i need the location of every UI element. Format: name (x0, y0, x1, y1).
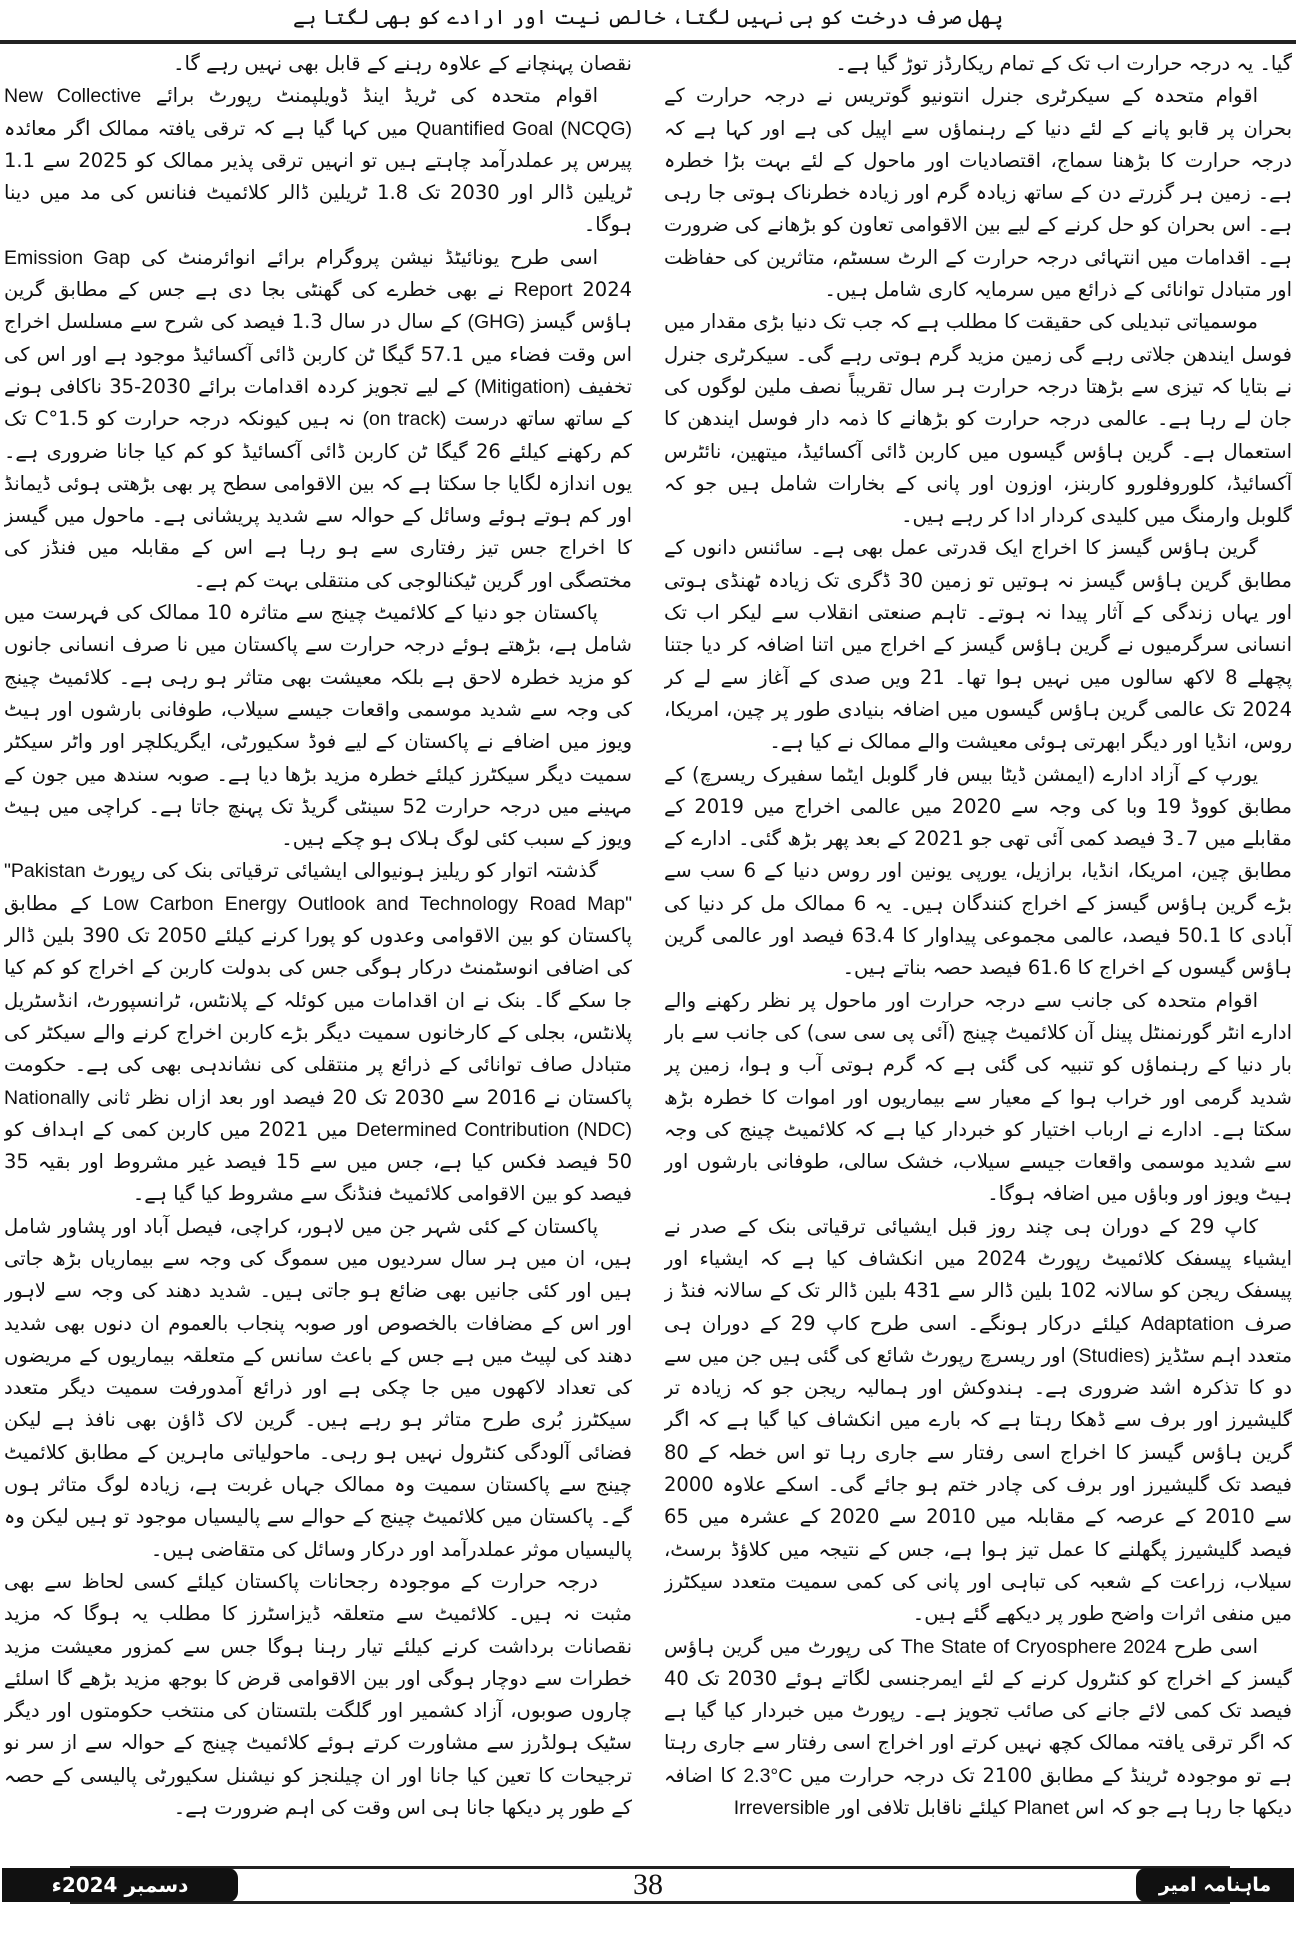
urdu-text: کے مطابق پاکستان کو بین الاقوامی وعدوں کو پورا کرنے کیلئے 2050 تک 390 بلین ڈالر کی اضافی انوسٹمنٹ درکار ہوگی جس کی بدولت کاربن کے اخراج کو کم کیا جا سکے گا۔ بنک نے ان اقدامات میں کوئلہ کے پلانٹس، ٹرانسپورٹ، انڈسٹریل پلانٹس، بجلی کے کارخانوں سمیت دیگر بڑے کاربن اخراج کرنے والے سیکٹر کی متبادل صاف توانائی کے ذرائع پر منتقلی کی نشاندہی بھی کی ہے۔ حکومت پاکستان نے 2016 سے 2030 تک 20 فیصد اور بعد ازاں نظر ثانی (4, 891, 632, 1109)
article-paragraph (664, 306, 1292, 532)
article-paragraph (4, 855, 632, 1210)
urdu-text: درجہ حرارت کے موجودہ رجحانات پاکستان کیلئے کسی لحاظ سے بھی مثبت نہ ہیں۔ کلائمیٹ سے متعلقہ ڈیزاسٹرز کا مطلب یہ ہوگا کہ مزید نقصانات برداشت کرنے کیلئے تیار رہنا ہوگا جس سے کمزور معیشت مزید خطرات سے دوچار ہوگی اور بین الاقوامی قرض کا بوجھ مزید بڑھے گا اسلئے چاروں صوبوں، آزاد کشمیر اور گلگت بلتستان کی منتخب حکومتوں اور دیگر سٹیک ہولڈرز سے مشاورت کرتے ہوئے کلائمیٹ چینج کے حوالہ سے از سر نو ترجیحات کا تعین کیا جانا اور ان چیلنجز کو نیشنل سکیورٹی پالیسی کے حصہ کے طور پر دیکھا جانا ہی اس وقت کی اہم ضرورت ہے۔ (4, 1569, 632, 1820)
english-term: Adaptation (1140, 1312, 1235, 1335)
article-paragraph (664, 80, 1292, 306)
english-term: Emission Gap Report (4, 246, 573, 302)
urdu-text: پاکستان کے کئی شہر جن میں لاہور، کراچی، فیصل آباد اور پشاور شامل ہیں، ان میں ہر سال سردیوں میں سموگ کی وجہ سے بیماریاں بڑھ جاتی ہیں اور کئی جانیں بھی ضائع ہو جاتی ہیں۔ شدید دھند کی وجہ سے لاہور اور اس کے مضافات بالخصوص اور صوبہ پنجاب بالعموم ان دنوں بھی شدید دھند کی لپیٹ میں ہے جس کے باعث سانس کے متعلقہ بیماریوں کے مریضوں کی تعداد لاکھوں میں جا چکی ہے اور ذرائع آمدورفت سمیت دیگر متعدد سیکٹرز بُری طرح متاثر ہو رہے ہیں۔ گرین لاک ڈاؤن بھی نافذ ہے لیکن فضائی آلودگی کنٹرول نہیں ہو رہی۔ ماحولیاتی ماہرین کے مطابق کلائمیٹ چینج سے پاکستان سمیت وہ ممالک جہاں غربت ہے، زیادہ لوگ متاثر ہوں گے۔ پاکستان میں کلائمیٹ چینج کے حوالے سے پالیسیاں موجود تو ہیں لیکن وہ پالیسیاں موثر عملدرآمد اور درکار وسائل کی متقاضی ہیں۔ (4, 1214, 632, 1561)
english-term: 2.3°C (743, 1764, 793, 1787)
urdu-text: اور ریسرچ رپورٹ شائع کی گئی ہیں جن میں سے دو کا تذکرہ اشد ضروری ہے۔ ہندوکش اور ہمالیہ ریجن جو کہ زیادہ تر گلیشیرز اور برف سے ڈھکا رہتا ہے کہ بارے میں انکشاف کیا گیا ہے کہ اگر گرین ہاؤس گیسز کا اخراج اسی رفتار سے جاری رہا تو اس خطہ کے 80 فیصد تک گلیشیرز اور برف کی چادر ختم ہو جائے گی۔ اسکے علاوہ 2000 سے 2010 کے عرصہ کے مقابلہ میں 2010 سے 2020 کے عشرہ میں 65 فیصد گلیشیرز پگھلنے کا عمل تیز ہوا ہے، جس کے نتیجہ میں کلاؤڈ برسٹ، سیلاب، زراعت کے شعبہ کی تباہی اور پانی کی کمی سمیت متعدد سیکٹرز میں منفی اثرات واضح طور پر دیکھے گئے ہیں۔ (664, 1343, 1292, 1626)
article-paragraph (664, 985, 1292, 1211)
urdu-text: کا اضافہ دیکھا جا رہا ہے جو کہ اس (664, 1763, 1292, 1820)
english-term: Planet (1013, 1797, 1070, 1820)
urdu-text: کی رپورٹ میں گرین ہاؤس گیسز کے اخراج کو کنٹرول کرنے کے لئے ایمرجنسی لگاتے ہوئے 2030 تک 40 فیصد تک کمی لائے جانے کی صائب تجویز ہے۔ رپورٹ میں خبردار کیا گیا ہے کہ اگر ترقی یافتہ ممالک کچھ نہیں کرتے اور اخراج اسی رفتار سے جاری رہتا ہے تو موجودہ ٹرینڈ کے مطابق 2100 تک درجہ حرارت میں (664, 1634, 1292, 1787)
urdu-text: گیا۔ یہ درجہ حرارت اب تک کے تمام ریکارڈز توڑ گیا ہے۔ (835, 52, 1292, 75)
page-footer (0, 1866, 1296, 1930)
urdu-text: کاپ 29 کے دوران ہی چند روز قبل ایشیائی ترقیاتی بنک کے صدر نے ایشیاء پیسفک کلائمیٹ رپورٹ 2024 میں انکشاف کیا ہے کہ ایشیاء اور پیسفک ریجن کو سالانہ 102 بلین ڈالر سے 431 بلین ڈالر تک کے سالانہ فنڈ ز صرف (664, 1214, 1292, 1335)
publication-name-tab: ماہنامہ امیر ملت (1136, 1868, 1294, 1902)
article-paragraph (4, 1211, 632, 1566)
english-term: New Collective Quantified Goal (NCQG) (4, 85, 632, 140)
urdu-text: گرین ہاؤس گیسز کا اخراج ایک قدرتی عمل بھی ہے۔ سائنس دانوں کے مطابق گرین ہاؤس گیسز نہ ہوتیں تو زمین 30 ڈگری تک زیادہ ٹھنڈی ہوتی اور یہاں زندگی کے آثار پیدا نہ ہوتے۔ تاہم صنعتی انقلاب سے لیکر اب تک انسانی سرگرمیوں نے گرین ہاؤس گیسز کے اخراج میں اتنا اضافہ کر دیا جتنا پچھلے 8 لاکھ سالوں میں نہیں ہوا تھا۔ 21 ویں صدی کے آغاز سے لے کر 2024 تک عالمی گرین ہاؤس گیسوں میں اضافہ بنیادی طور پر چین، امریکا، روس، انڈیا اور دیگر ابھرتی ہوئی معیشت والے ممالک نے کیا ہے۔ (664, 536, 1292, 754)
urdu-text: اقوام متحدہ کی جانب سے درجہ حرارت اور ماحول پر نظر رکھنے والے ادارے انٹر گورنمنٹل پینل آن کلائمیٹ چینج (آئی پی سی سی) کی جانب سے بار بار دنیا کے رہنماؤں کو تنبیہ کی گئی ہے کہ گرم ہوتی آب و ہوا، زمین پر شدید گرمی اور خراب ہوا کے معیار سے بیماریوں اور اموات کا خطرہ بڑھ سکتا ہے۔ ادارے نے ارباب اختیار کو خبردار کیا ہے کہ کلائمیٹ چینج کی وجہ سے شدید موسمی واقعات جیسے سیلاب، خشک سالی، طوفانی بارشوں اور ہیٹ ویوز اور وباؤں میں اضافہ ہوگا۔ (664, 988, 1292, 1206)
article-paragraph (664, 532, 1292, 758)
urdu-text: کیلئے درکار ہونگے۔ اسی طرح کاپ 29 کے دوران ہی متعدد اہم سٹڈیز (664, 1311, 1292, 1367)
urdu-text: اسی طرح یونائیٹڈ نیشن پروگرام برائے انوائرمنٹ کی (141, 245, 599, 269)
english-term: (Studies) (1072, 1344, 1151, 1367)
urdu-text: اقوام متحدہ کی ٹریڈ اینڈ ڈویلپمنٹ رپورٹ برائے (155, 84, 598, 108)
page-number: 38 (633, 1868, 663, 1901)
urdu-text: 2024 نے بھی خطرے کی گھنٹی بجا دی ہے جس کے مطابق گرین ہاؤس گیسز (4, 278, 632, 334)
urdu-text: پاکستان جو دنیا کے کلائمیٹ چینج سے متاثرہ 10 ممالک کی فہرست میں شامل ہے، بڑھتے ہوئے درجہ حرارت سے پاکستان میں نا صرف انسانی جانوں کو مزید خطرہ لاحق ہے بلکہ معیشت بھی متاثر ہو رہی ہے۔ کلائمیٹ چینج کی وجہ سے شدید موسمی واقعات جیسے سیلاب، طوفانی بارشوں اور ہیٹ ویوز میں اضافے نے پاکستان کے لیے فوڈ سکیورٹی، ایگریکلچر اور واٹر سیکٹر سمیت دیگر سیکٹرز کیلئے خطرہ مزید بڑھا دیا ہے۔ صوبہ سندھ میں جون کے مہینے میں درجہ حرارت 52 سینٹی گریڈ تک پہنچ جاتا ہے۔ کراچی میں ہیٹ ویوز کے سبب کئی لوگ ہلاک ہو چکے ہیں۔ (4, 601, 632, 851)
article-paragraph (664, 1211, 1292, 1631)
article-paragraph (4, 1566, 632, 1824)
english-term: (Mitigation) (474, 375, 571, 398)
urdu-text: میں کہا گیا ہے کہ ترقی یافتہ ممالک اگر معائدہ پیرس پر عملدرآمد چاہتے ہیں تو انہیں ترقی پذیر ممالک کو 2025 سے 1.1 ٹریلین ڈالر اور 2030 تک 1.8 ٹریلین ڈالر کلائمیٹ فنانس کی مد میں دینا ہوگا۔ (4, 116, 632, 237)
issue-date-tab: دسمبر 2024ء (2, 1868, 238, 1902)
english-term: The State of Cryosphere 2024 (900, 1635, 1167, 1658)
urdu-text: میں 2021 میں کاربن کمی کے اہداف کو 50 فیصد فکس کیا ہے، جس میں سے 15 فیصد غیر مشروط اور بقیہ 35 فیصد کو بین الاقوامی کلائمیٹ فنڈنگ سے مشروط کیا گیا ہے۔ (4, 1117, 632, 1206)
urdu-text: کے لیے تجویز کردہ اقدامات برائے 2030-35 ناکافی ہونے کے ساتھ ساتھ درست (4, 374, 632, 431)
english-term: "Pakistan Low Carbon Energy Outlook and Technology Road Map" (4, 860, 632, 915)
article-paragraph (4, 242, 632, 597)
header-quote: پھل صرف درخت کو ہی نہیں لگتا، خالص نیت اور ارادے کو بھی لگتا ہے (292, 5, 1004, 29)
article-column-left (4, 48, 632, 1860)
article-paragraph (4, 48, 632, 80)
urdu-text: موسمیاتی تبدیلی کی حقیقت کا مطلب ہے کہ جب تک دنیا بڑی مقدار میں فوسل ایندھن جلاتی رہے گی زمین مزید گرم ہوتی رہے گی۔ سیکرٹری جنرل نے بتایا کہ تیزی سے بڑھتا درجہ حرارت ہر سال تقریباً نصف ملین لوگوں کی جان لے رہا ہے۔ عالمی درجہ حرارت کو بڑھانے کا ذمہ دار فوسل ایندھن کا استعمال ہے۔ گرین ہاؤس گیسوں میں کاربن ڈائی آکسائیڈ، میتھین، نائٹرس آکسائیڈ، کلوروفلورو کاربنز، اوزون اور پانی کے بخارات شامل ہیں جو کہ گلوبل وارمنگ میں کلیدی کردار ادا کر رہے ہیں۔ (664, 310, 1292, 528)
urdu-text: کے سال در سال 1.3 فیصد کی شرح سے مسلسل اخراج اس وقت فضاء میں 57.1 گیگا ٹن کاربن ڈائی آکسائیڈ موجود ہے اور اس کی تخفیف (4, 310, 632, 398)
article-paragraph (4, 597, 632, 855)
header-rule (0, 40, 1296, 44)
urdu-text: اقوام متحدہ کے سیکرٹری جنرل انتونیو گوتریس نے درجہ حرارت کے بحران پر قابو پانے کے لئے دنیا کے رہنماؤں سے اپیل کی ہے اور کہا ہے کہ درجہ حرارت کا بڑھنا سماج، اقتصادیات اور ماحول کے لئے بہت بڑا خطرہ ہے۔ زمین ہر گزرتے دن کے ساتھ زیادہ گرم اور زیادہ خطرناک ہوتی جا رہی ہے۔ اس بحران کو حل کرنے کے لیے بین الاقوامی تعاون کو بڑھانے کی ضرورت ہے۔ اقدامات میں انتہائی درجہ حرارت کے الرٹ سسٹم، متاثرین کی حفاظت اور متبادل توانائی کے ذرائع میں سرمایہ کاری شامل ہیں۔ (664, 84, 1292, 302)
article-paragraph (664, 759, 1292, 985)
article-paragraph (664, 1631, 1292, 1825)
urdu-text: کیلئے ناقابل تلافی اور (836, 1796, 1008, 1820)
article-paragraph (664, 48, 1292, 80)
article-paragraph (4, 80, 632, 241)
urdu-text: گذشتہ اتوار کو ریلیز ہونیوالی ایشیائی ترقیاتی بنک کی رپورٹ (92, 859, 598, 883)
urdu-text: اسی طرح (1173, 1634, 1259, 1658)
urdu-text: نقصان پہنچانے کے علاوہ رہنے کے قابل بھی نہیں رہے گا۔ (173, 52, 632, 75)
english-term: Irreversible (733, 1797, 831, 1820)
english-term: (on track) (362, 408, 447, 431)
urdu-text: یورپ کے آزاد ادارے (ایمشن ڈیٹا بیس فار گلوبل ایٹما سفیرک ریسرچ) کے مطابق کووڈ 19 وبا کی وجہ سے 2020 میں عالمی اخراج میں 2019 کے مقابلے میں 7۔3 فیصد کمی آئی تھی جو 2021 کے بعد پھر بڑھ گئی۔ ادارے کے مطابق چین، امریکا، انڈیا، برازیل، یورپی یونین اور روس دنیا کے 6 سب سے بڑے گرین ہاؤس گیسز کے اخراج کنندگان ہیں۔ یہ 6 ممالک مل کر دنیا کی آبادی کا 50.1 فیصد، عالمی مجموعی پیداوار کا 63.4 فیصد اور عالمی گرین ہاؤس گیسوں کے اخراج کا 61.6 فیصد حصہ بناتے ہیں۔ (664, 762, 1292, 980)
article-column-right (664, 48, 1292, 1860)
english-term: (GHG) (467, 311, 525, 334)
urdu-text: نہ ہیں کیونکہ درجہ حرارت کو 1.5°C تک کم رکھنے کیلئے 26 گیگا ٹن کاربن ڈائی آکسائیڈ کو کم کیا جانا ضروری ہے۔ یوں اندازہ لگایا جا سکتا ہے کہ بین الاقوامی سطح پر بھی بڑھتی ہوئی ڈیمانڈ اور کم ہوتے ہوئے وسائل کے حوالہ سے شدید پریشانی ہے۔ ماحول میں گیسز کا اخراج جس تیز رفتاری سے ہو رہا ہے اس کے مقابلہ میں فنڈز کی مختصگی اور گرین ٹیکنالوجی کی منتقلی بہت کم ہے۔ (4, 407, 632, 592)
english-term: Nationally Determined Contribution (NDC) (4, 1086, 632, 1141)
